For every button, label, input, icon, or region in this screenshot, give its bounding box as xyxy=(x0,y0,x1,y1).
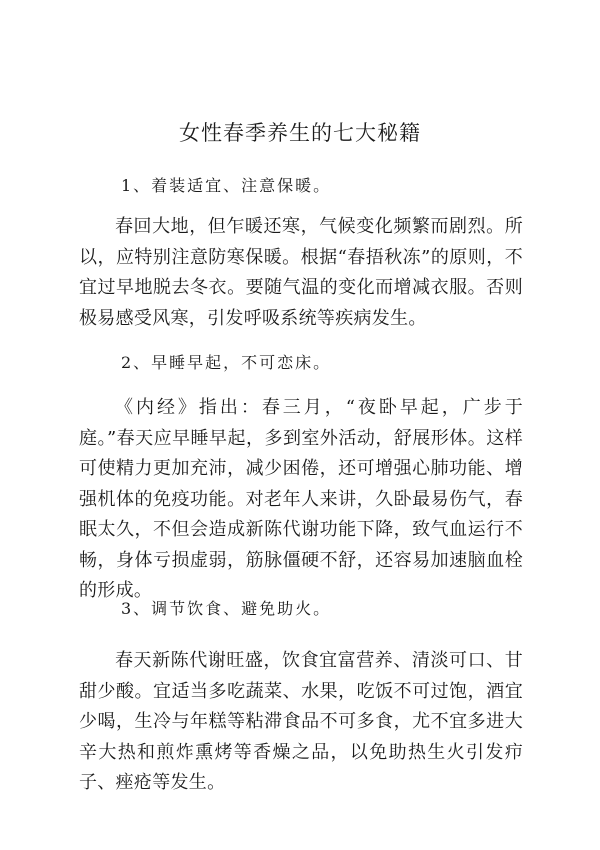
section-body-1: 春回大地，但乍暖还寒，气候变化频繁而剧烈。所以，应特别注意防寒保暖。根据“春捂秋冻”的原则，不宜过早地脱去冬衣。要随气温的变化而增减衣服。否则极易感受风寒，引发呼吸系统等疾病发生。 xyxy=(79,216,523,329)
section-body-2: 《内经》指出：春三月，“夜卧早起，广步于庭。”春天应早睡早起，多到室外活动，舒展形体。这样可使精力更加充沛，减少困倦，还可增强心肺功能、增强机体的免疫功能。对老年人来讲，久卧最易伤气，春眠太久，不但会造成新陈代谢功能下降，致气血运行不畅，身体亏损虚弱，筋脉僵硬不舒，还容易加速脑血栓的形成。 xyxy=(79,397,523,601)
section-heading-2: 2、早睡早起，不可恋床。 xyxy=(121,353,332,372)
section-heading-1: 1、着装适宜、注意保暖。 xyxy=(121,176,332,195)
page-title: 女性春季养生的七大秘籍 xyxy=(179,121,421,145)
section-heading-3: 3、调节饮食、避免助火。 xyxy=(121,599,332,618)
section-body-3: 春天新陈代谢旺盛，饮食宜富营养、清淡可口、甘甜少酸。宜适当多吃蔬菜、水果，吃饭不可过饱，酒宜少喝，生冷与年糕等粘滞食品不可多食，尤不宜多进大辛大热和煎炸熏烤等香燥之品，以免助热生火引发疖子、痤疮等发生。 xyxy=(79,650,523,793)
